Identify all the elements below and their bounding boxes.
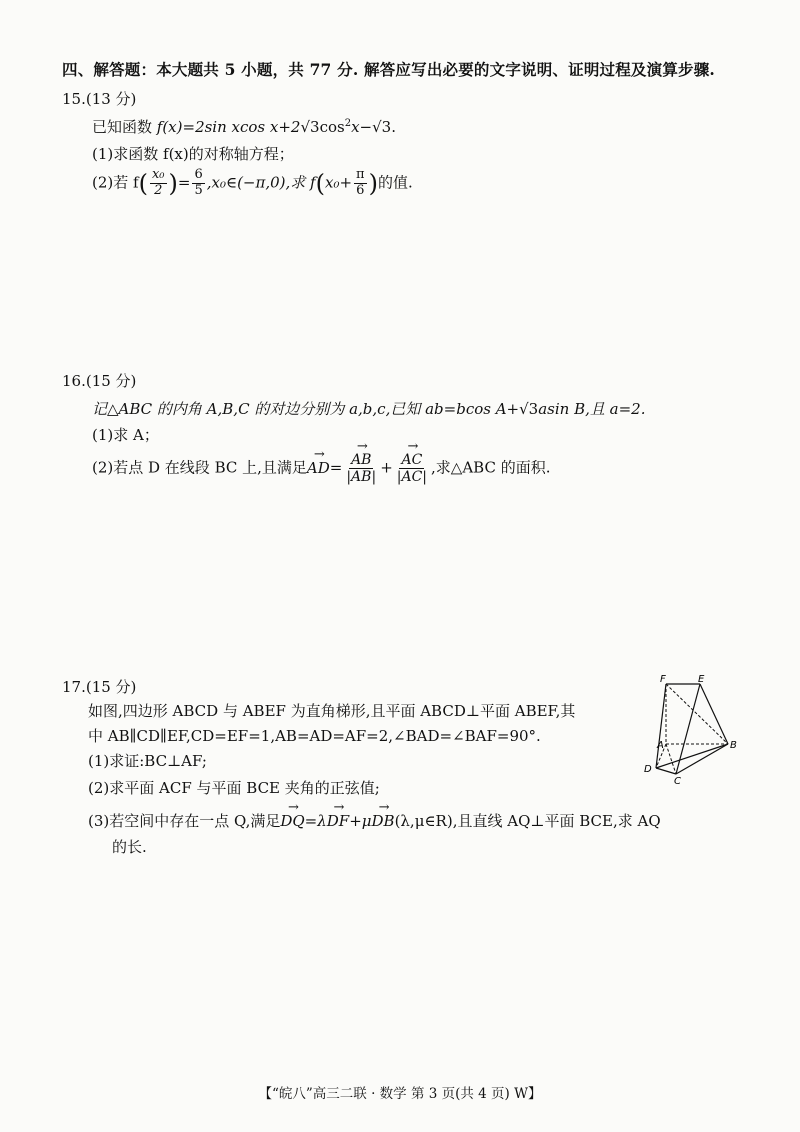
q17-p3-vec-DB: → DB (372, 812, 395, 830)
q17-p3-eq: =λ (304, 812, 327, 830)
edge-EB (700, 684, 728, 744)
q16-part2 (92, 452, 550, 485)
q15-p2-inner: x₀+ (324, 173, 353, 192)
q15-p2-prefix: (2)若 f (92, 173, 139, 192)
q16-p2-frac-AB: → $\frac{AB}{|AB|}$ (344, 452, 378, 485)
q17-line1: 如图,四边形 ABCD 与 ABEF 为直角梯形,且平面 ABCD⊥平面 ABEF,其 (88, 702, 576, 720)
label-B: B (730, 740, 737, 751)
label-A: A (657, 740, 664, 751)
q16-p2-eq: = (329, 458, 343, 477)
q16-p2-frac-AC: → $\frac{AC}{|AC|}$ (395, 452, 429, 485)
q15-intro-sup: 2 (344, 118, 352, 129)
q16-intro-end: asin B,且 a=2. (538, 400, 646, 418)
q17-line2: 中 AB∥CD∥EF,CD=EF=1,AB=AD=AF=2,∠BAD=∠BAF=90°. (88, 727, 541, 745)
q16-p2-plus: + (380, 458, 393, 477)
q15-p2-frac-6-over-5: $\frac{6}{5}$ (194, 167, 203, 198)
q16-p2-end: ,求△ABC 的面积. (431, 458, 551, 477)
q17-part2: (2)求平面 ACF 与平面 BCE 夹角的正弦值; (88, 779, 380, 797)
label-C: C (674, 776, 681, 784)
q17-geometry-figure (640, 672, 750, 784)
q15-p2-eq: = (177, 173, 191, 192)
q15-p2-mid: ,x₀∈(−π,0),求 f (206, 173, 316, 192)
q16-heading: 16.(15 分) (62, 372, 137, 390)
q15-intro-prefix: 已知函数 (92, 118, 157, 136)
q16-part1: (1)求 A； (92, 426, 159, 444)
page-footer: 【“皖八”高三二联 · 数学 第 3 页(共 4 页) W】 (258, 1086, 542, 1102)
q15-p2-end: 的值. (377, 173, 413, 192)
q17-part3 (88, 810, 661, 831)
q15-heading: 15.(13 分) (62, 90, 137, 108)
q17-heading: 17.(15 分) (62, 678, 137, 696)
q15-part1: (1)求函数 f(x)的对称轴方程； (92, 145, 294, 163)
q15-part2: (2)若 f( $\frac{\text{x₀}}{2}$ )= $\frac{6}{5}$ ,x₀∈(−π,0),求 f(x₀+ $\frac{\pi}{6}$ )的值. (92, 167, 413, 198)
label-D: D (644, 764, 652, 775)
q15-intro-sqrt3: √3 (300, 118, 320, 136)
q15-intro-tail: x− (351, 118, 373, 136)
q15-intro-function: f(x)=2sin xcos x+2 (156, 118, 301, 136)
q17-p3-plus: +μ (349, 812, 372, 830)
q17-part1: (1)求证:BC⊥AF; (88, 752, 207, 770)
q16-p2-prefix: (2)若点 D 在线段 BC 上,且满足 (92, 458, 307, 477)
q15-intro (92, 116, 396, 137)
q15-intro-tail-sqrt3: √3 (372, 118, 392, 136)
q17-p3-vec-DF: → DF (327, 812, 349, 830)
section-title: 四、解答题：本大题共 5 小题，共 77 分. 解答应写出必要的文字说明、证明过程及演算步骤. (62, 60, 716, 79)
q16-intro-text: 记△ABC 的内角 A,B,C 的对边分别为 a,b,c,已知 ab=bcos A+ (92, 400, 520, 418)
q16-p2-vec-AD: → AD (307, 459, 330, 477)
q15-p2-frac-x0-over-2: $\frac{\text{x₀}}{2}$ (151, 167, 165, 198)
q17-p3-end: (λ,μ∈R),且直线 AQ⊥平面 BCE,求 AQ (394, 812, 661, 830)
q16-intro-sqrt3: √3 (519, 400, 539, 418)
edge-AC-hidden (666, 744, 676, 774)
q15-p2-frac-pi-over-6: $\frac{\pi}{6}$ (356, 167, 365, 198)
q15-intro-cos: cos (319, 118, 345, 136)
label-F: F (660, 674, 666, 685)
q17-part3-line2: 的长. (112, 838, 147, 856)
q15-intro-end: . (391, 118, 397, 136)
edge-DC (656, 768, 676, 774)
q17-p3-prefix: (3)若空间中存在一点 Q,满足 (88, 812, 281, 830)
q17-p3-vec-DQ: → DQ (280, 812, 304, 830)
q16-intro (92, 398, 645, 419)
label-E: E (698, 674, 705, 685)
